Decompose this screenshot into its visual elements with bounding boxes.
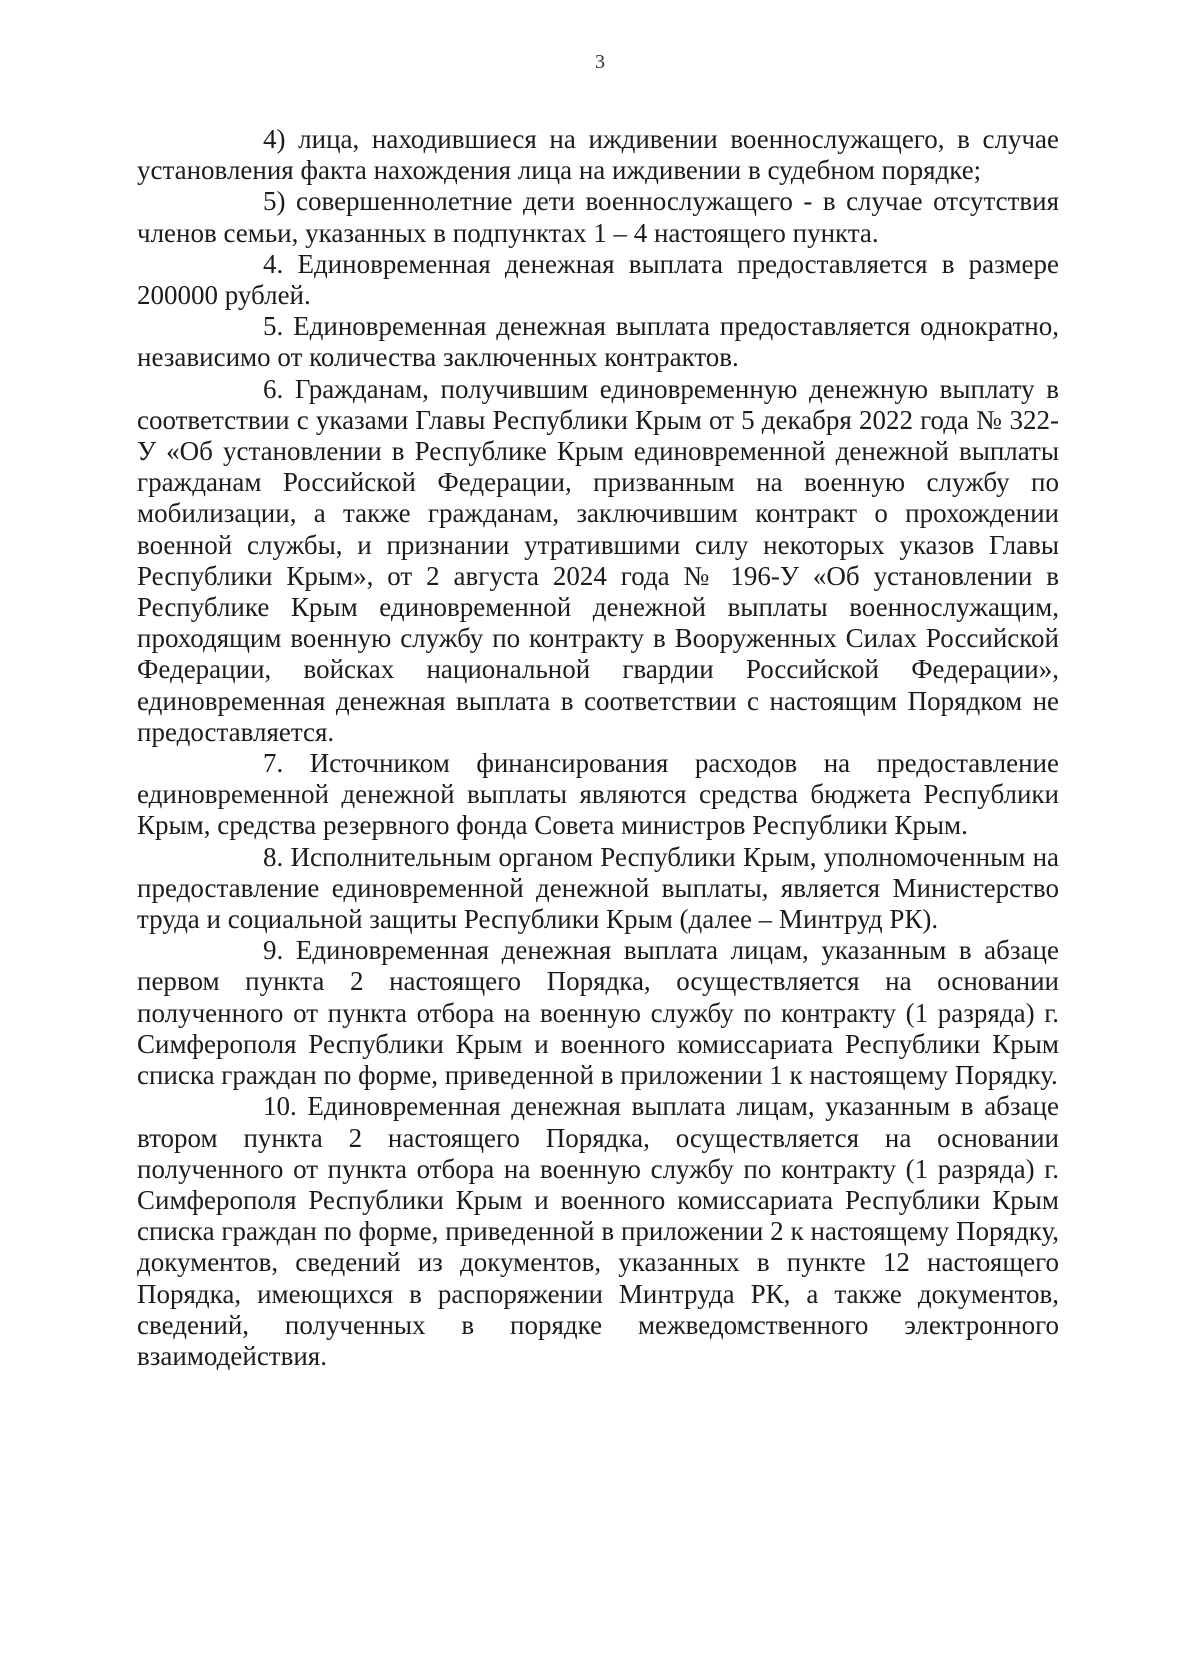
- document-body: [137, 124, 1059, 1372]
- paragraph-point-8: [137, 842, 1059, 936]
- paragraph-text: лица, находившиеся на иждивении военнослужащего, в случае установления факта нахождения лица на иждивении в судебном порядке;: [137, 124, 1060, 186]
- paragraph-number: 9.: [263, 935, 284, 966]
- paragraph-point-10: [137, 1091, 1059, 1372]
- paragraph-text: Единовременная денежная выплата предоставляется в размере 200000 рублей.: [137, 248, 1059, 311]
- paragraph-text: Гражданам, получившим единовременную денежную выплату в соответствии с указами Главы Республики Крым от 5 декабря 2022 года № 322-У «Об установлении в Республике Крым единовременной денежной выплаты гражданам Российской Федерации, призванным на военную службу по мобилизации, а также гражданам, заключившим контракт о прохождении военной службы, и признании утратившими силу некоторых указов Главы Республики Крым», от 2 августа 2024 года № 196-У «Об установлении в Республике Крым единовременной денежной выплаты военнослужащим, проходящим военную службу по контракту в Вооруженных Силах Российской Федерации, войсках национальной гвардии Российской Федерации», единовременная денежная выплата в соответствии с настоящим Порядком не предоставляется.: [137, 373, 1060, 747]
- paragraph-text: Источником финансирования расходов на предоставление единовременной денежной выплаты являются средства бюджета Республики Крым, средства резервного фонда Совета министров Республики Крым.: [137, 748, 1059, 841]
- paragraph-point-4: [137, 249, 1059, 311]
- paragraph-number: 5.: [263, 311, 284, 342]
- paragraph-number: 4): [263, 124, 286, 154]
- paragraph-text: Исполнительным органом Республики Крым, уполномоченным на предоставление единовременной денежной выплаты, является Министерство труда и социальной защиты Республики Крым (далее – Минтруд РК).: [137, 841, 1060, 935]
- paragraph-text: Единовременная денежная выплата предоставляется однократно, независимо от количества заключенных контрактов.: [137, 311, 1059, 373]
- paragraph-number: 10.: [263, 1091, 297, 1122]
- paragraph-point-9: [137, 935, 1059, 1091]
- paragraph-point-7: [137, 748, 1059, 842]
- paragraph-item-4: [137, 124, 1059, 186]
- paragraph-number: 5): [263, 186, 286, 217]
- paragraph-point-6: [137, 374, 1059, 748]
- paragraph-point-5: [137, 311, 1059, 373]
- paragraph-text: Единовременная денежная выплата лицам, указанным в абзаце первом пункта 2 настоящего Порядка, осуществляется на основании полученного от пункта отбора на военную службу по контракту (1 разряда) г. Симферополя Республики Крым и военного комиссариата Республики Крым списка граждан по форме, приведенной в приложении 1 к настоящему Порядку.: [137, 935, 1059, 1091]
- page-number: 3: [595, 51, 605, 73]
- paragraph-text: совершеннолетние дети военнослужащего - в случае отсутствия членов семьи, указанных в подпунктах 1 – 4 настоящего пункта.: [137, 186, 1059, 248]
- paragraph-number: 4.: [263, 248, 284, 279]
- paragraph-text: Единовременная денежная выплата лицам, указанным в абзаце втором пункта 2 настоящего Порядка, осуществляется на основании полученного от пункта отбора на военную службу по контракту (1 разряда) г. Симферополя Республики Крым и военного комиссариата Республики Крым списка граждан по форме, приведенной в приложении 2 к настоящему Порядку, документов, сведений из документов, указанных в пункте 12 настоящего Порядка, имеющихся в распоряжении Минтруда РК, а также документов, сведений, полученных в порядке межведомственного электронного взаимодействия.: [137, 1091, 1059, 1371]
- paragraph-number: 6.: [263, 373, 284, 404]
- paragraph-item-5: [137, 186, 1059, 248]
- paragraph-number: 7.: [263, 748, 284, 779]
- paragraph-number: 8.: [263, 841, 284, 872]
